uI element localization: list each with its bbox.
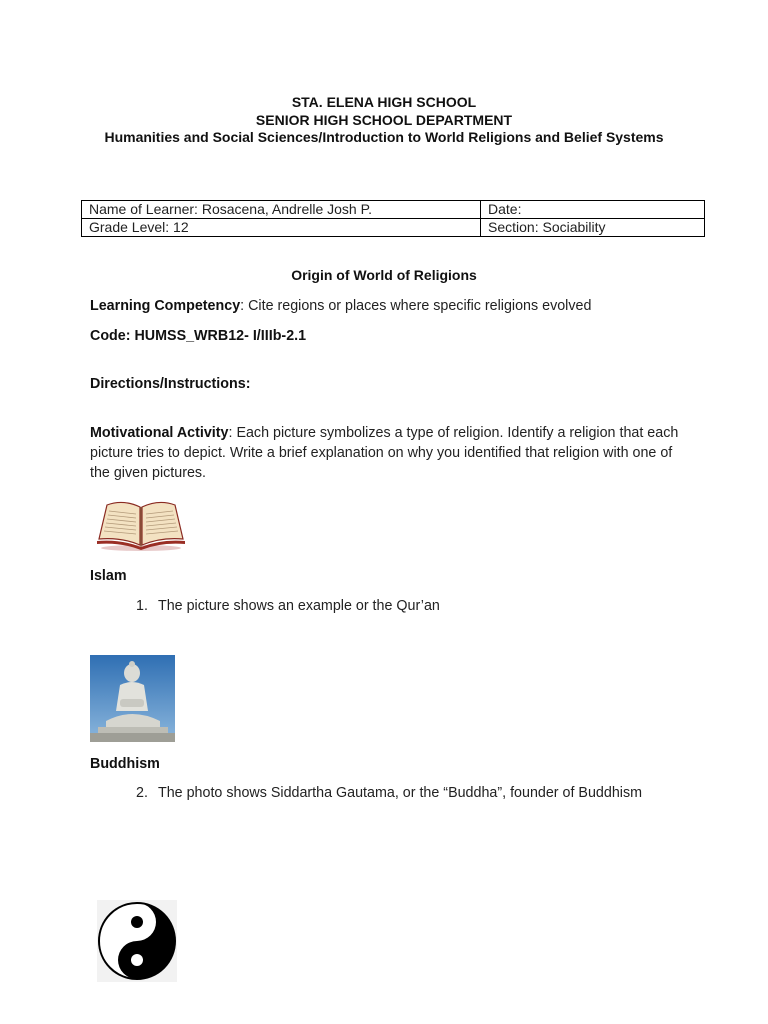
explanation-text-1: The picture shows an example or the Qur’an <box>158 598 440 614</box>
explanation-text-2: The photo shows Siddartha Gautama, or the “Buddha”, founder of Buddhism <box>158 785 642 801</box>
activity-title: Origin of World of Religions <box>291 267 477 283</box>
motivational-label: Motivational Activity <box>90 425 229 441</box>
document-header <box>0 94 768 147</box>
answer-2: Buddhism <box>90 756 160 772</box>
explanation-2 <box>136 783 642 803</box>
competency-text: : Cite regions or places where specific religions evolved <box>240 298 592 314</box>
school-name: STA. ELENA HIGH SCHOOL <box>291 94 477 110</box>
competency-label: Learning Competency <box>90 298 241 314</box>
explanation-1 <box>136 596 440 616</box>
table-row <box>82 201 705 219</box>
open-book-icon <box>93 495 189 553</box>
yin-yang-icon <box>97 900 177 982</box>
learner-info-table <box>81 200 705 237</box>
learning-competency <box>90 296 591 316</box>
date-cell[interactable]: Date: <box>481 201 705 219</box>
learner-name-cell[interactable]: Name of Learner: Rosacena, Andrelle Josh P. <box>82 201 481 219</box>
department-name: SENIOR HIGH SCHOOL DEPARTMENT <box>255 111 513 128</box>
motivational-text: : Each picture symbolizes a type of religion. Identify a religion that each picture tries to depict. Write a brief explanation on why you identified that religion with one of the given pictures. <box>90 425 679 481</box>
table-row <box>82 219 705 237</box>
grade-level-cell[interactable]: Grade Level: 12 <box>82 219 481 237</box>
item-number-2: 2. <box>136 785 148 801</box>
answer-1: Islam <box>90 568 127 584</box>
section-cell[interactable]: Section: Sociability <box>481 219 705 237</box>
buddha-statue-icon <box>90 655 175 742</box>
directions-heading: Directions/Instructions: <box>90 376 251 392</box>
motivational-activity <box>90 423 690 483</box>
item-number-1: 1. <box>136 598 148 614</box>
competency-code: Code: HUMSS_WRB12- I/IIIb-2.1 <box>90 328 307 344</box>
subject-title: Humanities and Social Sciences/Introduction to World Religions and Belief Systems <box>104 129 664 145</box>
